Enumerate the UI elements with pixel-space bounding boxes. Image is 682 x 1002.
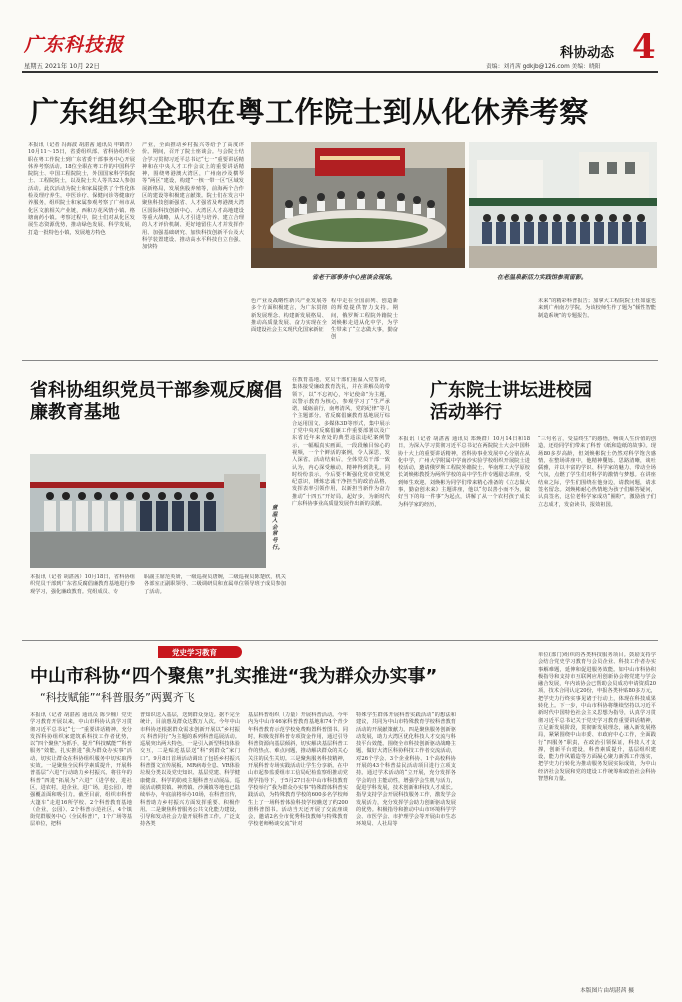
- story1-col4: 程中走在全国前列、创造新的辉煌提供智力支持。期间，俄罗斯工程院外籍院士刘焕彬走进从化中学，为学生带来了“立志做大事，勤奋创: [331, 298, 398, 341]
- story4-col-e: 单位(部门)组织的各类科技服务项目。鼓励支持学会结合党史学习教育与会员企业、科技工作者办实事解难题，延伸和促进服务效能。如中山市科协积极指导和支持市互联网应用创新协会将党建与学会融合发展，年内该协会已帮助会员成功申请资质20项，技术合同认定20份，申报各类补贴80多万元，把学史力行终实事见诸于行动上，体现在科技成果转化上。下一步，中山市科协将继续坚持以习近平新时代中国特色社会主义思想为指导，认真学习贯彻习近平总书记关于党史学习教育重要讲话精神，立足新发展阶段，贯彻新发展理念，融入新发展格局，紧紧围绕中山市委、市政府中心工作，全面践行“四服务”职责，在政治引领保证，科技人才支撑，创新平台建设，科普素质提升，基层组织建设，能力作风锻造等方面凝心聚力新抓工作落实，把学史力行转化为推动服务发展实际成效，为中山经济社会发展和党的建设工作统筹和政治社会科协智慧和力量。: [538, 652, 656, 783]
- section-divider-2: [22, 640, 658, 641]
- page-number: 4: [632, 27, 656, 67]
- footer-credit: 本版图片由胡湛茜 摄: [580, 988, 635, 994]
- story2-headline: 省科协组织党员干部参观反腐倡廉教育基地: [30, 380, 282, 423]
- story1-col2: 产业，全面推动乡村振兴等给予了高度评价。期间，召开了院士座谈会。与会院士结合学习贯彻习近平总书记“七一”重要讲话精神和在中央人才工作会议上的重要讲话精神，围绕粤港澳大湾区，广州南沙及横琴等“两区”建设，构建“一核一带一区”区域发展新格局，发展焦股养殖等，前海两个合作区的建设等积极建言献策。院士们在发言中聚焦科技创新强省、人才强省及粤港澳大湾区国际科技创新中心、大湾区人才高地建设等重大战略，从人才引进与培养、建立合理的人才评价机制、更好地留住人才并发挥作用、加强基础研究、加快科技创新平台及大科学装置建设、推动高水平科技自立自强、加快特: [142, 142, 244, 251]
- story3-col-b: “三句名言，受益终生”的感悟，畅谈人生价值的创造，还给同学们带来了科普《纸和造纸的故事》。现场80多岁高龄，但刘焕彬院士仍然对科学饱含感情，在整场讲座中，他精神矍铄、思路清晰，谈吐儒雅，并以丰富的学识、科学家的魅力、带动全场气氛，点燃了学生们对科学的激情与梦想。在讲座结束之际，学生们围绕在他身边，请教问题，请求签名留念。刘焕彬耐心热情地为孩子们解答疑问，认真签名，这位老科学家成功“圈粉”，激励孩子们立志成才，发奋读书，报效祖国。: [538, 436, 656, 508]
- story4-col-c: 基层科普组织（力量）开展科普活动。今年内为中山市46家科普教育基地和74个青少年科普教育示范学校免费购置科普图书。同时，积极发挥科普专项资金作用，通过引导科普资源向基层倾斜，切实解决基层科普工作的热点、难点问题，推动解决群众的关心关注的民生关切。三是聚焦服务科技精神，开展科普专场实践活动让学生分享新。在中山市起参监委组市工信局纪检监察组推动党规学指导下，于5月27日在中山市科技教育学校举行“我为群众办实事”特殊群体科普实践活动，为特殊教育学校的600多名学校师生上了一场科普体验科技学校瞧送了约200册科普图书。活动当天还开展了交流座谈会，邀请2名全市优秀科技教师与特殊教育学校老师畅谈交流“针对: [248, 712, 348, 828]
- story1-col1: 本报讯（记者 冯海波 胡湛茜 通讯员 申鹤青）10月11～15日，省委组织部、省科协组织全职在粤工作院士到广东省委干部事务中心开展休养考察活动。18位全职在粤工作的中国科学院院士、中国工程院院士，外国国家科学院院士、工程院院士，以及院士夫人等共32人参加活动。此次活动为院士和家属提供了个性化体检及理疗养生，中医诊疗、保健问诊等健康疗养服务，组织院士和家属参观考察了广州市从化区文旅相关产业链，西和万花风情小镇、格塘南药小镇。考察过程中，院士们对从化区发展生态资源优势，推动绿色发展、科学发展，打造一批特色小镇，发展地方特色: [28, 142, 135, 236]
- caption-meeting: 省老干部事务中心座谈会现场。: [312, 274, 397, 281]
- meeting-scene: [251, 142, 465, 268]
- section-tag-label: 党史学习教育: [172, 648, 217, 657]
- education-base-photo: [30, 454, 266, 568]
- main-headline: 广东组织全职在粤工作院士到从化休养考察: [30, 95, 589, 129]
- group-scene: [469, 142, 657, 268]
- story1-col3: 色产业及战略性新兴产业发展等多个方面积极建言，为广东贯彻新发展理念、构建新发展格局、推动高质量发展、奋力实现在全面建设社会主义现代化国家新征: [251, 298, 327, 334]
- story4-col-b: 普知识送入基层，送到群众身边。据不完全统计，目前惠及群众达数万人次。今年中山市科协还根据群众需求创新开展以“乡村振兴 科普同行”为主题的系列科普巡展活动。巡展突出两大特色，一是引入新型科技体验交互，二是贴近基层送“科”到群众“家门口”。9月8日首场活动调出了包括乡村振兴科普图文宣传展板、MR病毒全息、VR体验垃圾分类以及党史知识、基层党建、科学健康健食、科学的防疫主题科普互动展品。巡展活动横贯镇、神湾镇、沙溪镇等地也已陆续举办，年底前将举办10场，在科普宣传，科普助力乡村振兴方面发挥重要、积极作用。二是聚焦科普服务公共文化能力建设，引导和发动社会力量开展科普工作。广泛支持各类: [140, 712, 240, 828]
- group-photo: [469, 142, 657, 268]
- section-tag: [158, 646, 242, 658]
- story3-col-a: 本报讯（记者 胡湛茜 通讯员 郑焕群）10月14日和18日，为深入学习贯彻习近平总书记在两院院士大会中国科协十大上的重要讲话精神，省科协事业发展中心分别在从化中学，广州大学附属中学南沙实验学校组织开展院士进校活动，邀请俄罗斯工程院外籍院士、华南理工大学原校长刘焕彬教授为两所学校的高中学生作专题励志讲座，受到师生欢迎。刘焕彬为同学们带来精心准备的《立志做大事，勤奋创未来》主题讲座，他以“勿以善小而不为，做好当下的每一件事”为起点，讲解了从一个农村孩子成长为科学家的经历，: [398, 436, 530, 508]
- story2-col-b: 职副主席范英妍，一级巡视员唐婉，二级巡视员陈楚欣，机关各部室正副职领导、二级调研员和直属单位领导班子成员参加了活动。: [144, 574, 286, 595]
- caption-group: 在老温泉新活力实践馆参观留影。: [497, 274, 588, 281]
- section-title: 科协动态: [560, 45, 614, 61]
- section-divider: [22, 360, 658, 361]
- story1-col5: 未来”的精彩科普报告；加拿大工程院院士杜如虚也来到广州南方学院，为该校师生作了题为“倾性智能制造系统”的专题报告。: [538, 298, 656, 319]
- story4-col-d: 特殊学生群体开展科普实践活动”的想法和建议，共同为中山市特殊教育学校科普教育活动的开展献策献力。四是聚焦服务创新驱动发展，助力大湾区优化科技人才交流与科技平台效能。围绕全市科技创新驱动战略主题，做好大湾区科协科技工作者交流活动，对26个学会、3个企业科协、1个高校科协开展的43个科普益民活动项目进行立项支持。通过学术活动的“立开展，充分发挥各学会的自主能动性，增强学会生机与活力，促进学科发展，技术创新和科技人才成长。指导支持学会开展科技服务工作，激发学会发展活力，充分发挥学会助力创新驱动发展的优势。积极指导和推动中山市环境科学学会、市医学会、市护理学会等开展由市生态环境局、人社局等: [356, 712, 456, 828]
- publication-date: 星期五 2021年 10月 22日: [24, 63, 100, 70]
- story2-col-a: 本报讯（记者 胡湛茜）10月18日，省科协组织党员干部到广东省反腐倡廉教育基地进行参观学习，强化廉政教育。党组成员、专: [30, 574, 135, 595]
- story4-headline: 中山市科协“四个聚焦”扎实推进“我为群众办实事”: [30, 666, 438, 687]
- story4-col-a: 本报讯（记者 胡湛茜 通讯员 陈少楠）党史学习教育开展以来，中山市科协认真学习贯彻习近平总书记“七一”重要讲话精神，充分发挥科协组织家建筑系科技工作者优势，以“四个聚焦”为抓手，提升“科技赋能”“科普服务”效能，扎实推进“我为群众办实事”活动，切实让群众在科协组织服务中切实取得实效。一是聚焦全民科学素质提升，开展科普基层“六进”行动助力乡村振兴。将往年的科普“四进”拓展为“六进”（进学校，进社区，进农村，进企业，进广场，进公园），增强覆盖面和吸引力。截至目前，组织市科普大篷车“走进16所学校、2个科普教育基地（企业，公园）、2个科普示范社区，4个镇街党群服务中心（全民科普）”，1个广场等基层单位，把科: [30, 712, 132, 828]
- masthead-rule: [22, 71, 658, 73]
- story3-headline: 广东院士讲坛进校园活动举行: [430, 380, 592, 423]
- education-scene: [30, 454, 266, 568]
- story4-subhead: “科技赋能”“科普服务”两翼齐飞: [40, 691, 195, 704]
- story2-col-c: 在教育基地，党员干部们重温入党誓词，集体接受廉政教育洗礼，并在讲解员的带领下，以“不忘初心，牢记使命”为主题，以警示教育为核心，参观学习了“生严承诺，砥砺前行，南粤清风，党的纪律”等几个主题部分。省反腐倡廉教育基地展厅综合运用国文、多媒体3D等形式，集中展示了党中央对反腐倡廉工作重要部署以及广东省近年来查处的典型违法违纪案例警示，一幅幅真实画面，一段段触目惊心的视频，一个个鲜活的案例，令人深思，发人深省。活动结束后，全体党员干部一致认为，内心深受触动，精神得到洗礼。同时纷纷表示，今后要不断强化党章党规党纪意识，锤炼忠诚干净担当的政治品格，发挥表率引领作用，以新担当新作为奋力推动“十四五”开好局，起好步，为新时代广东科协事业高质量发展作出新的贡献。: [292, 377, 390, 508]
- newspaper-logo: 广东科技报: [24, 34, 125, 56]
- masthead: [0, 0, 682, 76]
- meeting-photo: [251, 142, 465, 268]
- caption-education: 童温入会常号行。: [272, 505, 284, 551]
- editor-line: 责编：刘肖茜 gdkjb@126.com 美编：晓阳: [486, 64, 601, 70]
